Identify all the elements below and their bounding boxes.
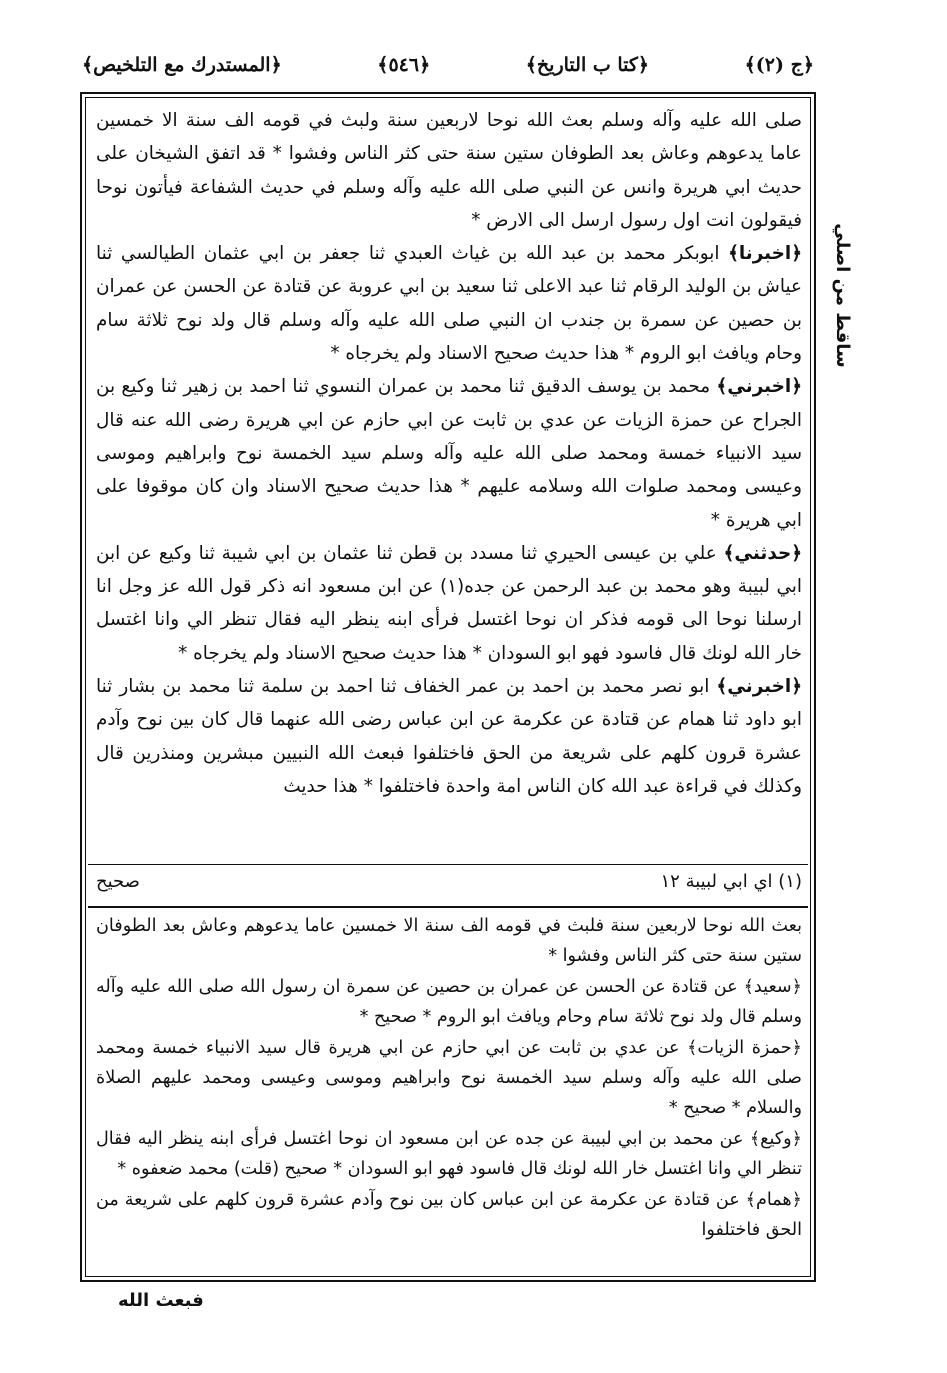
volume-number: ﴿ج (٢)﴾ [744,54,814,76]
paragraph-4-text: علي بن عيسى الحيري ثنا مسدد بن قطن ثنا عثمان بن ابي شيبة ثنا وكيع عن ابن ابي لبيبة وهو محمد بن عبد الرحمن عن جده(١) عن ابن مسعود انه ذكر قول الله عز وجل انا ارسلنا نوحا الى قومه فذكر ان نوحا اغتسل فرأى ابنه ينظر اليه فقال تنظر الي وانا اغتسل خار الله لونك قال فاسود فهو ابو السودان * هذا حديث صحيح الاسناد ولم يخرجاه * [96,542,802,664]
paragraph-4 [96,537,802,670]
talkhis-4-lead: ﴿وكيع﴾ [749,1128,802,1149]
main-text-block [96,104,802,803]
talkhis-3-text: عن عدي بن ثابت عن ابي حازم عن ابي هريرة قال سيد الانبياء خمسة ومحمد صلى الله عليه وآله وسلم سيد الخمسة نوح وابراهيم وموسى وعيسى ومحمد عليهم الصلاة والسلام * صحيح * [96,1037,802,1119]
page-frame [80,92,816,1282]
talkhis-paragraph-1 [96,911,802,972]
footnote [96,866,802,896]
talkhis-5-lead: ﴿همام﴾ [745,1189,802,1210]
paragraph-2-text: ابوبكر محمد بن عبد الله بن غياث العبدي ثنا جعفر بن ابي عثمان الطيالسي ثنا عياش بن الوليد الرقام ثنا عبد الاعلى ثنا سعيد بن ابي عروبة عن قتادة عن الحسن عن عمران بن حصين عن سمرة بن جندب ان النبي صلى الله عليه وآله وسلم قال ولد نوح ثلاثة سام وحام ويافث ابو الروم * هذا حديث صحيح الاسناد ولم يخرجاه * [96,243,802,365]
footnote-divider [88,864,808,865]
paragraph-3 [96,370,802,536]
paragraph-5-text: ابو نصر محمد بن احمد بن عمر الخفاف ثنا احمد بن سلمة ثنا محمد بن بشار ثنا ابو داود ثنا همام عن قتادة عن عكرمة عن ابن عباس رضى الله عنهما قال كان بين نوح وآدم عشرة قرون كلهم على شريعة من الحق فاختلفوا فبعث الله النبيين مبشرين ومنذرين قال وكذلك في قراءة عبد الله كان الناس امة واحدة فاختلفوا * هذا حديث [96,676,802,797]
talkhis-3-lead: ﴿حمزة الزيات﴾ [687,1037,802,1058]
paragraph-1-text: صلى الله عليه وآله وسلم بعث الله نوحا لاربعين سنة ولبث في قومه الف سنة الا خمسين عاما يدعوهم وعاش بعد الطوفان ستين سنة حتى كثر الناس وفشوا * قد اتفق الشيخان على حديث ابي هريرة وانس عن النبي صلى الله عليه وآله وسلم في حديث الشفاعة فيأتون نوحا فيقولون انت اول رسول ارسل الى الارض * [96,110,802,231]
book-title: ﴿المستدرك مع التلخيص﴾ [82,54,282,76]
talkhis-divider [88,906,808,908]
chapter-title: ﴿كتا ب التاريخ﴾ [525,54,650,76]
paragraph-3-text: محمد بن يوسف الدقيق ثنا محمد بن عمران النسوي ثنا احمد بن زهير ثنا وكيع بن الجراح عن حمزة الزيات عن عدي بن ثابت عن ابي حازم عن ابي هريرة رضى الله عنه قال سيد الانبياء خمسة ومحمد صلى الله عليه وآله وسلم سيد الخمسة نوح وابراهيم وموسى وعيسى ومحمد صلوات الله وسلامه عليهم * هذا حديث صحيح الاسناد وان كان موقوفا على ابي هريرة * [96,376,802,531]
talkhis-paragraph-4 [96,1124,802,1185]
talkhis-2-lead: ﴿سعيد﴾ [743,976,802,997]
paragraph-4-lead: ﴿حدثني﴾ [723,542,802,564]
page-catchword: فبعث الله [118,1290,204,1311]
talkhis-1-text: بعث الله نوحا لاربعين سنة فلبث في قومه الف سنة الا خمسين عاما يدعوهم وعاش بعد الطوفان ستين سنة حتى كثر الناس وفشوا * [96,916,802,967]
page-header [82,48,814,82]
page-number: ﴿٥٤٦﴾ [377,54,431,76]
paragraph-3-lead: ﴿اخبرني﴾ [716,376,802,398]
paragraph-2 [96,237,802,370]
paragraph-5-lead: ﴿اخبرني﴾ [716,676,802,698]
talkhis-block [96,911,802,1245]
paragraph-1 [96,104,802,237]
talkhis-4-text: عن محمد بن ابي لبيبة عن جده عن ابن مسعود ان نوحا اغتسل فرأى ابنه ينظر اليه فقال تنظر الي وانا اغتسل خار الله لونك قال فاسود فهو ابو السودان * صحيح (قلت) محمد ضعفوه * [96,1128,802,1180]
talkhis-paragraph-2 [96,972,802,1033]
talkhis-paragraph-3 [96,1033,802,1124]
talkhis-2-text: عن قتادة عن الحسن عن عمران بن حصين عن سمرة ان رسول الله صلى الله عليه وآله وسلم قال ولد نوح ثلاثة سام وحام ويافث ابو الروم * صحيح * [96,976,802,1028]
paragraph-2-lead: ﴿اخبرنا﴾ [728,243,802,265]
margin-note [822,150,862,440]
talkhis-paragraph-5 [96,1185,802,1246]
talkhis-5-text: عن قتادة عن عكرمة عن ابن عباس كان بين نوح وآدم عشرة قرون كلهم على شريعة من الحق فاختلفوا [96,1189,802,1241]
footnote-catchword: صحيح [96,870,140,892]
margin-note-text: ساقط من اصلي [831,222,853,368]
paragraph-5 [96,670,802,803]
footnote-text: (١) اي ابي لبيبة ١٢ [660,870,802,892]
